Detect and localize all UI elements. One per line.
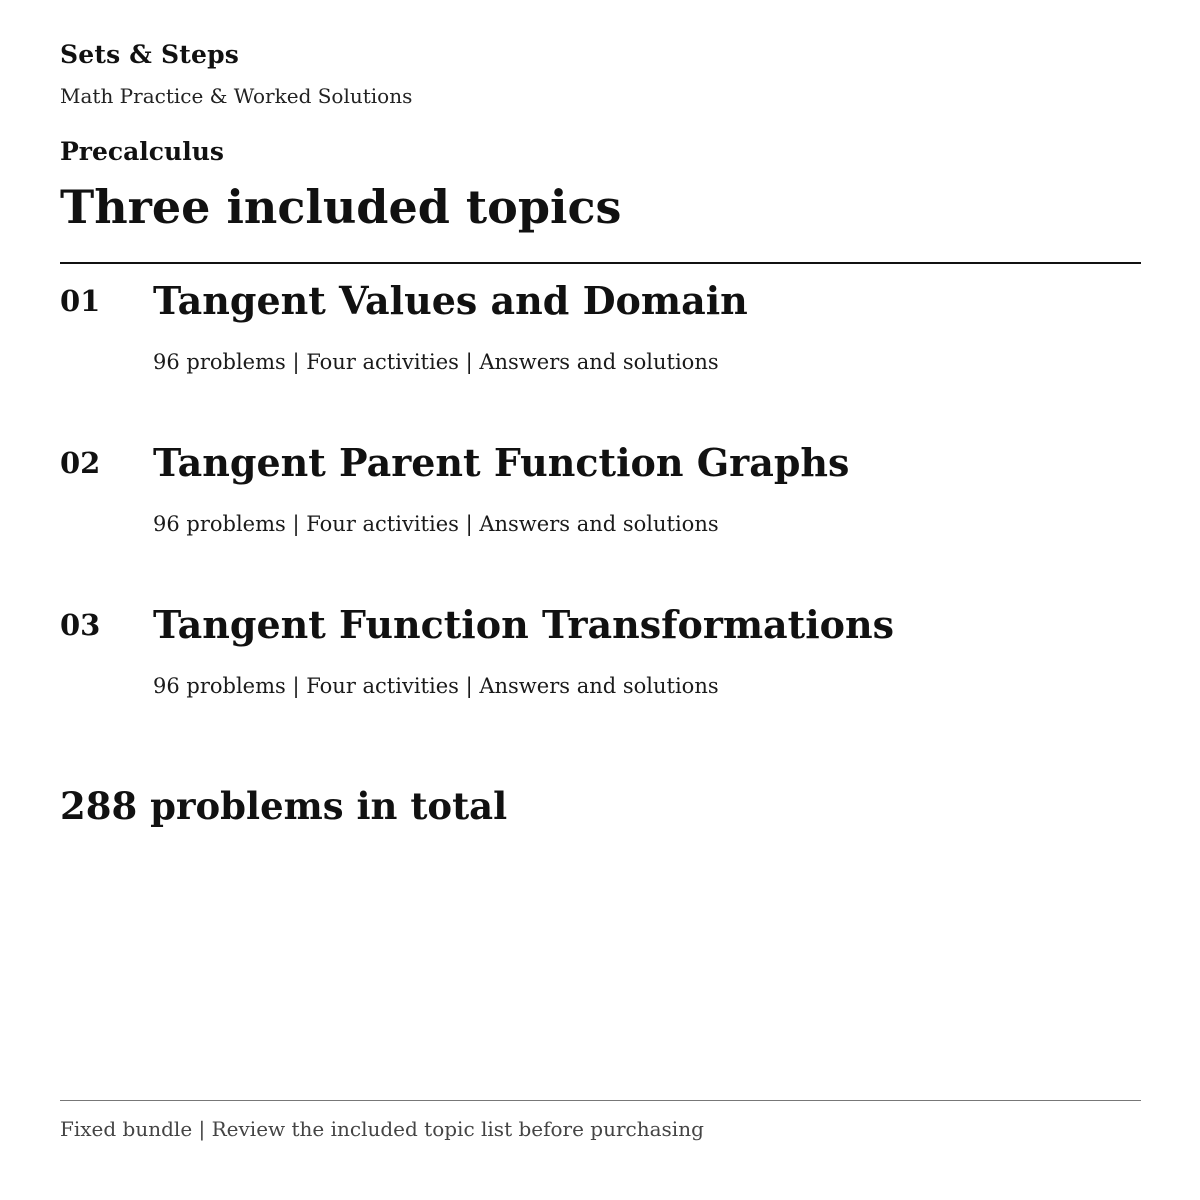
topic-meta: 96 problems | Four activities | Answers and solutions [153,674,719,698]
topic-title: Tangent Values and Domain [153,278,748,323]
footer-note: Fixed bundle | Review the included topic list before purchasing [60,1117,704,1141]
topic-number: 02 [60,446,101,480]
topic-number: 03 [60,608,101,642]
bundle-page [60,0,1141,1200]
page-title: Three included topics [60,180,622,234]
topic-item-03 [60,602,1141,738]
header-divider [60,262,1141,264]
footer-divider [60,1100,1141,1101]
topic-title: Tangent Function Transformations [153,602,895,647]
topic-meta: 96 problems | Four activities | Answers and solutions [153,350,719,374]
topic-meta: 96 problems | Four activities | Answers and solutions [153,512,719,536]
topic-title: Tangent Parent Function Graphs [153,440,850,485]
subject-label: Precalculus [60,137,224,166]
total-problems: 288 problems in total [60,784,508,828]
topic-number: 01 [60,284,101,318]
brand-name: Sets & Steps [60,40,240,69]
brand-tagline: Math Practice & Worked Solutions [60,84,413,108]
topic-item-02 [60,440,1141,576]
topic-item-01 [60,278,1141,414]
